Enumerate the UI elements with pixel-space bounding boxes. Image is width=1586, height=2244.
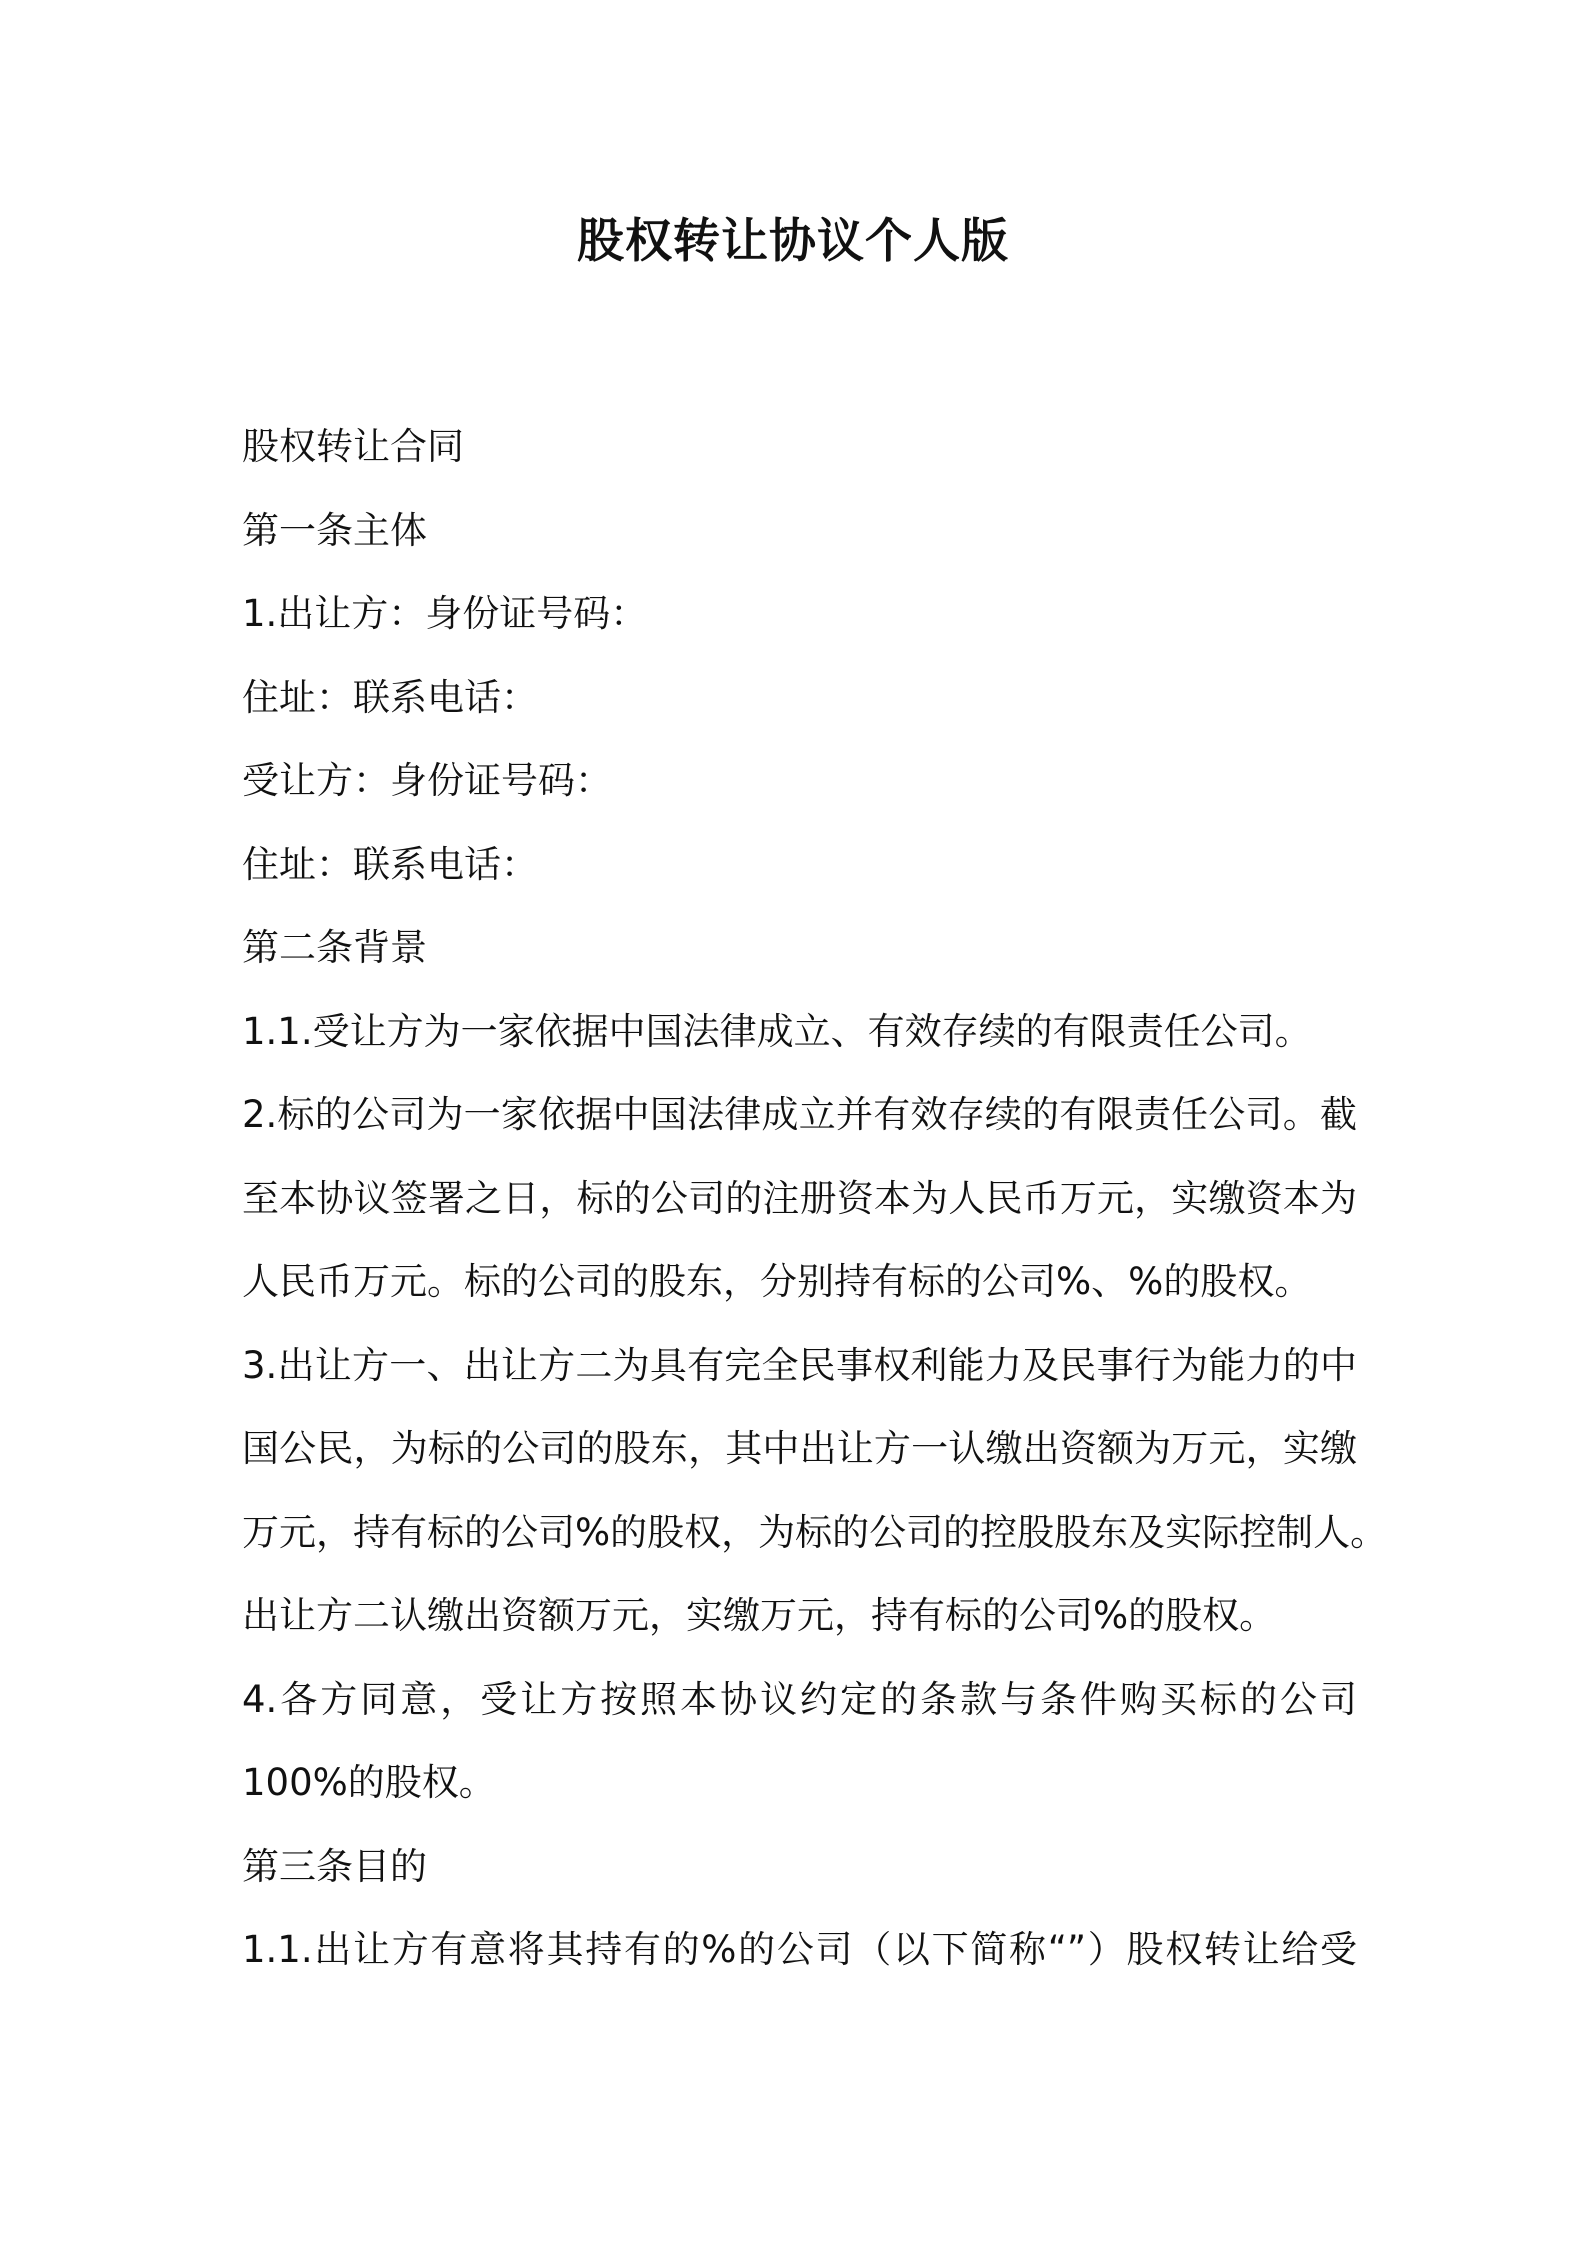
text-line: 至本协议签署之日，标的公司的注册资本为人民币万元，实缴资本为 — [242, 1176, 1357, 1220]
text-line: 100%的股权。 — [242, 1761, 496, 1804]
document-title: 股权转让协议个人版 — [577, 214, 1009, 269]
text-line: 国公民，为标的公司的股东，其中出让方一认缴出资额为万元，实缴 — [242, 1427, 1357, 1470]
text-line: 人民币万元。标的公司的股东，分别持有标的公司%、%的股权。 — [242, 1260, 1312, 1303]
text-line: 住址：联系电话： — [242, 842, 538, 886]
text-line: 3.出让方一、出让方二为具有完全民事权利能力及民事行为能力的中 — [242, 1343, 1357, 1387]
text-line: 出让方二认缴出资额万元，实缴万元，持有标的公司%的股权。 — [242, 1594, 1277, 1637]
text-line: 1.出让方：身份证号码： — [242, 592, 648, 635]
text-line: 受让方：身份证号码： — [242, 759, 612, 802]
text-line: 万元，持有标的公司%的股权，为标的公司的控股股东及实际控制人。 — [242, 1510, 1388, 1554]
heading-contract: 股权转让合同 — [242, 425, 464, 468]
text-line: 1.1.出让方有意将其持有的%的公司（以下简称“”）股权转让给受 — [242, 1928, 1357, 1971]
text-line: 2.标的公司为一家依据中国法律成立并有效存续的有限责任公司。截 — [242, 1093, 1357, 1136]
text-line: 4.各方同意，受让方按照本协议约定的条款与条件购买标的公司 — [242, 1677, 1357, 1721]
heading-article-1: 第一条主体 — [242, 508, 427, 552]
document-body — [242, 405, 1388, 1992]
text-line: 1.1.受让方为一家依据中国法律成立、有效存续的有限责任公司。 — [242, 1009, 1312, 1053]
text-line: 住址：联系电话： — [242, 675, 538, 719]
heading-article-2: 第二条背景 — [242, 926, 427, 969]
heading-article-3: 第三条目的 — [242, 1844, 427, 1888]
